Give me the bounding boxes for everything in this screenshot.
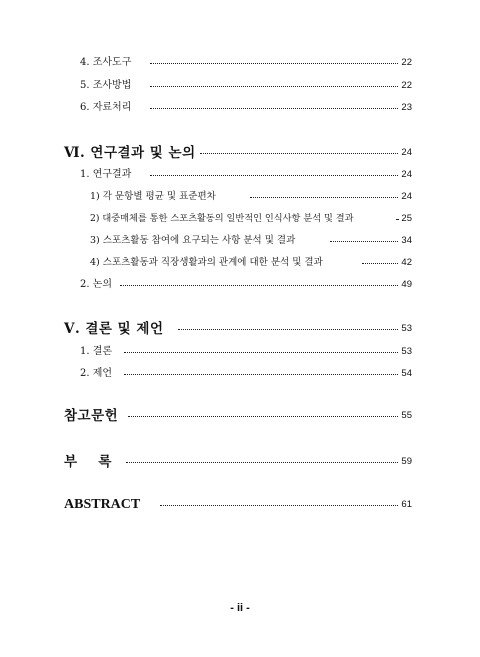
toc-entry-page: 22 [400, 52, 412, 74]
toc-entry-page: 53 [400, 318, 412, 340]
toc-entry-page: 42 [400, 252, 412, 274]
toc-entry[interactable] [0, 97, 480, 119]
toc-entry[interactable] [0, 363, 480, 385]
toc-leader [126, 462, 398, 463]
toc-leader [128, 416, 398, 417]
toc-entry-label: 1) 각 문항별 평균 및 표준편차 [90, 186, 218, 208]
toc-chapter[interactable] [0, 451, 480, 473]
toc-entry[interactable] [0, 52, 480, 74]
toc-chapter-label: 부 록 [64, 451, 114, 473]
toc-leader [362, 263, 398, 264]
toc-leader [124, 374, 398, 375]
toc-leader [178, 329, 398, 330]
toc-entry-label: 1. 연구결과 [80, 164, 133, 186]
toc-chapter[interactable] [0, 142, 480, 164]
toc-entry-page: 53 [400, 341, 412, 363]
toc-entry-label: 2. 논의 [80, 274, 114, 296]
toc-leader [396, 219, 398, 220]
toc-entry-label: 1. 결론 [80, 341, 114, 363]
toc-entry-page: 22 [400, 75, 412, 97]
toc-chapter[interactable] [0, 494, 480, 516]
toc-leader [330, 241, 398, 242]
toc-chapter-label: ABSTRACT [64, 494, 142, 516]
toc-entry[interactable] [0, 341, 480, 363]
toc-leader [124, 352, 398, 353]
toc-leader [150, 63, 398, 64]
toc-leader [160, 505, 398, 506]
toc-entry-page: 24 [400, 186, 412, 208]
toc-leader [200, 153, 398, 154]
toc-entry-page: 61 [400, 494, 412, 516]
toc-entry-page: 34 [400, 230, 412, 252]
toc-entry-label: 2. 제언 [80, 363, 114, 385]
toc-entry-page: 23 [400, 97, 412, 119]
page-number-footer: - ii - [230, 602, 250, 614]
toc-chapter[interactable] [0, 405, 480, 427]
toc-leader [150, 175, 398, 176]
toc-entry-page: 54 [400, 363, 412, 385]
toc-entry[interactable] [0, 164, 480, 186]
toc-entry[interactable] [0, 208, 480, 230]
toc-chapter-label: 참고문헌 [64, 405, 120, 427]
toc-entry-page: 49 [400, 274, 412, 296]
toc-entry-label: 3) 스포츠활동 참여에 요구되는 사항 분석 및 결과 [90, 230, 297, 252]
toc-entry-page: 25 [400, 208, 412, 230]
toc-leader [250, 197, 398, 198]
toc-entry[interactable] [0, 75, 480, 97]
toc-entry[interactable] [0, 230, 480, 252]
toc-entry-label: 6. 자료처리 [80, 97, 133, 119]
toc-entry-page: 55 [400, 405, 412, 427]
toc-entry-label: 4) 스포츠활동과 직장생활과의 관계에 대한 분석 및 결과 [90, 252, 325, 274]
toc-entry[interactable] [0, 252, 480, 274]
toc-entry-page: 24 [400, 164, 412, 186]
toc-chapter-label: Ⅴ. 결론 및 제언 [64, 318, 165, 340]
toc-leader [120, 285, 398, 286]
toc-entry[interactable] [0, 186, 480, 208]
toc-entry-label: 4. 조사도구 [80, 52, 133, 74]
toc-chapter[interactable] [0, 318, 480, 340]
toc-entry-label: 5. 조사방법 [80, 75, 133, 97]
toc-leader [150, 108, 398, 109]
toc-entry-page: 59 [400, 451, 412, 473]
toc-chapter-label: Ⅵ. 연구결과 및 논의 [64, 142, 198, 164]
toc-entry[interactable] [0, 274, 480, 296]
toc-entry-page: 24 [400, 142, 412, 164]
toc-leader [150, 86, 398, 87]
toc-entry-label: 2) 대중매체를 통한 스포츠활동의 일반적인 인식사항 분석 및 결과 [90, 208, 356, 230]
